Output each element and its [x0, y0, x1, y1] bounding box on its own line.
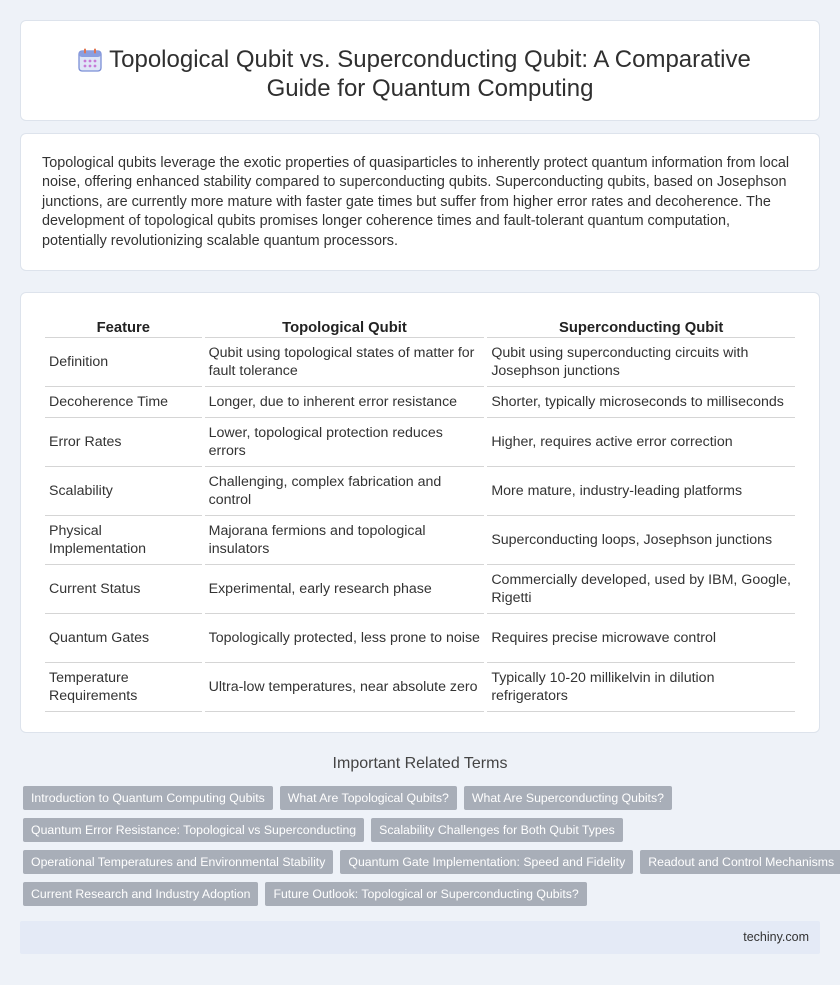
topological-cell: Lower, topological protection reduces errors: [205, 418, 485, 467]
table-row: [45, 467, 795, 516]
related-term-tag[interactable]: What Are Superconducting Qubits?: [464, 786, 672, 810]
tag-row: [23, 818, 823, 842]
table-row: [45, 614, 795, 663]
topological-cell: Qubit using topological states of matter for fault tolerance: [205, 338, 485, 387]
tag-row: [23, 882, 823, 906]
table-row: [45, 516, 795, 565]
feature-cell: Decoherence Time: [45, 387, 202, 418]
related-term-tag[interactable]: Quantum Gate Implementation: Speed and Fidelity: [340, 850, 633, 874]
table-row: [45, 387, 795, 418]
topological-cell: Ultra-low temperatures, near absolute zero: [205, 663, 485, 712]
topological-cell: Longer, due to inherent error resistance: [205, 387, 485, 418]
related-term-tag[interactable]: Future Outlook: Topological or Superconducting Qubits?: [265, 882, 586, 906]
feature-cell: Scalability: [45, 467, 202, 516]
footer: [20, 921, 820, 954]
related-term-tag[interactable]: Readout and Control Mechanisms: [640, 850, 840, 874]
related-term-tag[interactable]: Quantum Error Resistance: Topological vs Superconducting: [23, 818, 364, 842]
site-name[interactable]: techiny.com: [743, 930, 809, 944]
topological-cell: Experimental, early research phase: [205, 565, 485, 614]
feature-cell: Temperature Requirements: [45, 663, 202, 712]
topological-cell: Topologically protected, less prone to noise: [205, 614, 485, 663]
table-row: [45, 663, 795, 712]
feature-cell: Physical Implementation: [45, 516, 202, 565]
related-term-tag[interactable]: Scalability Challenges for Both Qubit Types: [371, 818, 623, 842]
topological-cell: Challenging, complex fabrication and control: [205, 467, 485, 516]
feature-cell: Error Rates: [45, 418, 202, 467]
feature-cell: Current Status: [45, 565, 202, 614]
related-terms-heading: Important Related Terms: [332, 755, 508, 772]
comparison-table-card: [20, 292, 820, 733]
tag-row: [23, 850, 835, 874]
header-card: [20, 20, 820, 121]
feature-cell: Quantum Gates: [45, 614, 202, 663]
related-term-tag[interactable]: What Are Topological Qubits?: [280, 786, 457, 810]
related-term-tag[interactable]: Introduction to Quantum Computing Qubits: [23, 786, 273, 810]
superconducting-cell: Commercially developed, used by IBM, Google, Rigetti: [487, 565, 795, 614]
superconducting-cell: Shorter, typically microseconds to milliseconds: [487, 387, 795, 418]
topological-cell: Majorana fermions and topological insulators: [205, 516, 485, 565]
tag-row: [23, 786, 823, 810]
superconducting-cell: Higher, requires active error correction: [487, 418, 795, 467]
column-header-feature: Feature: [45, 312, 202, 338]
table-row: [45, 338, 795, 387]
superconducting-cell: Superconducting loops, Josephson junctions: [487, 516, 795, 565]
related-term-tag[interactable]: Operational Temperatures and Environmental Stability: [23, 850, 333, 874]
feature-cell: Definition: [45, 338, 202, 387]
superconducting-cell: Qubit using superconducting circuits with Josephson junctions: [487, 338, 795, 387]
table-row: [45, 565, 795, 614]
related-terms-tags: [23, 786, 835, 914]
superconducting-cell: Typically 10-20 millikelvin in dilution refrigerators: [487, 663, 795, 712]
comparison-table: [42, 312, 798, 712]
superconducting-cell: More mature, industry-leading platforms: [487, 467, 795, 516]
column-header-superconducting: Superconducting Qubit: [487, 312, 795, 338]
intro-card: [20, 133, 820, 271]
table-row: [45, 418, 795, 467]
related-term-tag[interactable]: Current Research and Industry Adoption: [23, 882, 258, 906]
intro-paragraph: Topological qubits leverage the exotic properties of quasiparticles to inherently protect quantum information from local noise, offering enhanced stability compared to superconducting qubits. Superconducting qubits, based on Josephson junctions, are currently more mature with faster gate times but suffer from higher error rates and decoherence. The development of topological qubits promises longer coherence times and fault-tolerant quantum computation, potentially revolutionizing scalable quantum processors.: [42, 155, 790, 249]
column-header-topological: Topological Qubit: [205, 312, 485, 338]
page-title: Topological Qubit vs. Superconducting Qubit: A Comparative Guide for Quantum Computing: [109, 46, 751, 102]
superconducting-cell: Requires precise microwave control: [487, 614, 795, 663]
